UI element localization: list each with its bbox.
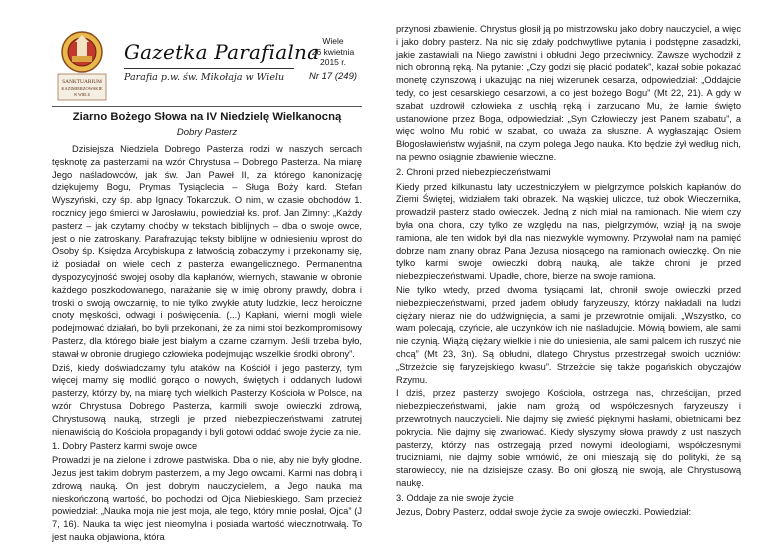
parish-name: Parafia p.w. św. Mikołaja w Wielu: [124, 72, 285, 83]
right-column: [396, 23, 741, 519]
paragraph: przynosi zbawienie. Chrystus głosił ją po mistrzowsku jako dobry nauczyciel, a więc i jako dobry pasterz. Na nic się zdały podchwytliwe pytania i podstępne zasadzki, jakie zastawiali na Niego zawistni i obłudni Jego przeciwnicy. Zawsze wychodził z nich obronną ręką. Na pytanie: „Czy godzi się płacić podatek”, kazał sobie pokazać monetę czynszową i ukazując na niej wizerunek cesarza, odpowiedział: „Oddajcie tedy, co jest cesarskiego cesarzowi, a co jest bożego Bogu” (Mt 22, 21). A gdy w szabat uzdrowił człowieka z uschłą ręką i zarzucano Mu, że łamie święto ustanowione przez Boga, odpowiedział: „Syn Człowieczy jest Panem szabatu”, a więc wolno Mu robić w szabat, co uważa za słuszne. A wygłaszając Osiem Błogosławieństw wyjaśnił, na czym polega Jego nauka. Kto będzie żył według nich, na pewno osiągnie zbawienie wieczne.: [396, 24, 741, 162]
issue-date: 26 kwietnia: [311, 46, 355, 57]
paragraph: Nie tylko wtedy, przed dwoma tysiącami lat, chronił swoje owieczki przed niebezpieczeństwami, przed jadem obłudy faryzeuszy, którzy nakładali na ludzi ciężary nieraz nie do udźwignięcia, a sami je przewrotnie omijali. „Wszystko, co wam polecają, czyńcie, ale uczynków ich nie naśladujcie. Mówią bowiem, ale sami nie czynią. Wiążą ciężary wielkie i nie do uniesienia, ale sami palcem ich ruszyć nie chcą” (Mt 23, 3n). Są obłudni, dlatego Chrystus przestrzegał swoich uczniów: „Strzeżcie się faryzejskiego kwasu”. Strzeżcie się także pogańskich obyczajów Rzymu.: [396, 284, 741, 385]
section-heading-1: 1. Dobry Pasterz karmi swoje owce: [52, 441, 198, 452]
paragraph: Kiedy przed kilkunastu laty uczestniczyłem w pielgrzymce polskich kapłanów do Ziemi Świętej, widziałem taki obrazek. Na wąskiej uliczce, tuż obok Wieczernika, prowadził pasterz stado owieczek. Jedną z nich miał na ramionach. Nie wiem czy była ona chora, czy tylko ze względu na nas, pielgrzymów, wziął ją na swoje ramiona, ale ten widok był dla nas niezwykle wymowny. Przywołał nam na pamięć dobrze nam znany obraz Pana Jezusa niosącego na ramionach owieczkę. On nie tylko karmi swoje owieczki dobrą nauką, ale także chroni je przed niebezpieczeństwami. Upadłe, chore, bierze na swoje ramiona.: [396, 181, 741, 282]
newsletter-header: [52, 30, 362, 102]
issue-place: Wiele: [322, 36, 344, 46]
paragraph: Prowadzi je na zielone i zdrowe pastwiska. Dba o nie, aby nie były głodne. Jezus jest takim dobrym pasterzem, a my Jego owcami. Karmi nas dobrą i zdrową nauką. On jest dobrym nauczycielem, a Jego nauka ma nieskończoną wartość, bo pochodzi od Ojca Niebieskiego. Sam przecież powiedział: „Nauka moja nie jest moja, ale tego, który mnie posłał, Ojca” (J 7, 16). Nauka ta więc jest nieomylna i posiada wartość wiecznotrwałą. To jest nauka objawiona, która: [52, 455, 362, 542]
sanctuary-emblem-icon: [52, 30, 112, 102]
newsletter-title: Gazetka Parafialna: [124, 40, 320, 64]
masthead: [124, 40, 319, 83]
logo-text-2: KAZIMIERZOWSKIE: [61, 86, 103, 91]
issue-year: 2015 r.: [320, 57, 346, 67]
article-subtitle: Dobry Pasterz: [176, 127, 238, 138]
paragraph: Dzisiejsza Niedziela Dobrego Pasterza rodzi w naszych sercach tęsknotę za pasterzami na wzór Chrystusa – Dobrego Pasterza. Na miarę Jego naśladowców, jak św. Jan Paweł II, za którego kanonizację dziękujemy Bogu, Prymas Tysiąclecia – Sługa Boży kard. Stefan Wyszyński, czy śp. abp Ignacy Tokarczuk. O nim, w czasie obchodów 1. rocznicy jego śmierci w Jarosławiu, powiedział ks. prof. Jan Zimny: „Każdy pasterz – jak czytamy choćby w tekstach biblijnych – dba o swoje owce, jest o nie zatroskany. Parafrazując teksty biblijne w odniesieniu wprost do Osoby śp. Księdza Arcybiskupa z łatwością zobaczymy i przekonamy się, iż posiadał on wiele cech z pasterza ewangelicznego. Permanentna dyspozycyjność swojej osoby dla kapłanów, wiernych, stawanie w obronie każdego poszkodowanego, narażanie się w imię obrony prawdy, dobra i troski o swoją owczarnię, to nie tylko zwykłe atuty ludzkie, lecz heroiczne cnoty męskości, odwagi i poświęcenia. (...) Kapłani, wierni mogli wiele podejmować działań, bo byli przekonani, że za nimi stoi bezkompromisowy Pasterz, dla którego białe jest białym a czarne czarnym. Jeśli trzeba było, stawał w obronie drugiego człowieka podejmując wszelkie środki obrony”.: [52, 144, 362, 359]
left-column: [52, 143, 362, 544]
issue-number: Nr 17 (249): [308, 70, 358, 82]
title-divider: [124, 68, 294, 69]
section-heading-3: 3. Oddaje za nie swoje życie: [396, 492, 514, 503]
paragraph: Dziś, kiedy doświadczamy tylu ataków na Kościół i jego pasterzy, tym więcej mamy się modlić gorąco o nowych, świętych i oddanych ludowi pasterzy, którzy by, na miarę tych wielkich Pasterzy Kościoła w Polsce, na wzór Chrystusa Dobrego Pasterza, karmili swoje owieczki zdrową, Chrystusową nauką, strzegli je przed niebezpieczeństwami zatrutej nienawiścią do Kościoła propagandy i byli gotowi oddać swoje życie za nie.: [52, 362, 362, 437]
header-divider: [52, 106, 362, 107]
logo-text-1: SANKTUARIUM: [62, 79, 102, 85]
paragraph: Jezus, Dobry Pasterz, oddał swoje życie za swoje owieczki. Powiedział:: [396, 507, 692, 518]
article-title: Ziarno Bożego Słowa na IV Niedzielę Wielkanocną: [72, 111, 342, 123]
section-heading-2: 2. Chroni przed niebezpieczeństwami: [396, 166, 551, 177]
paragraph: I dziś, przez pasterzy swojego Kościoła, ostrzega nas, chrześcijan, przed niebezpieczeństwami, jakie nam grożą od współczesnych faryzeuszy i przewrotnych nauczycieli. Nie dajmy się zwieść pięknymi hasłami, obietnicami bez pokrycia. Nie dajmy się zwariować. Kiedy słyszymy słowa prawdy z ust naszych pasterzy, którzy nas ostrzegają przed nowymi ideologiami, współczesnymi trucizniami, nie dajmy sobie wmówić, że oni mieszają się do polityki, że są starowieccy, nie na dzisiejsze czasy. Bo oni głoszą nie swoją, ale Chrystusową naukę.: [396, 388, 741, 488]
logo-text-3: W WIELU: [73, 93, 91, 97]
issue-info: [304, 36, 362, 82]
